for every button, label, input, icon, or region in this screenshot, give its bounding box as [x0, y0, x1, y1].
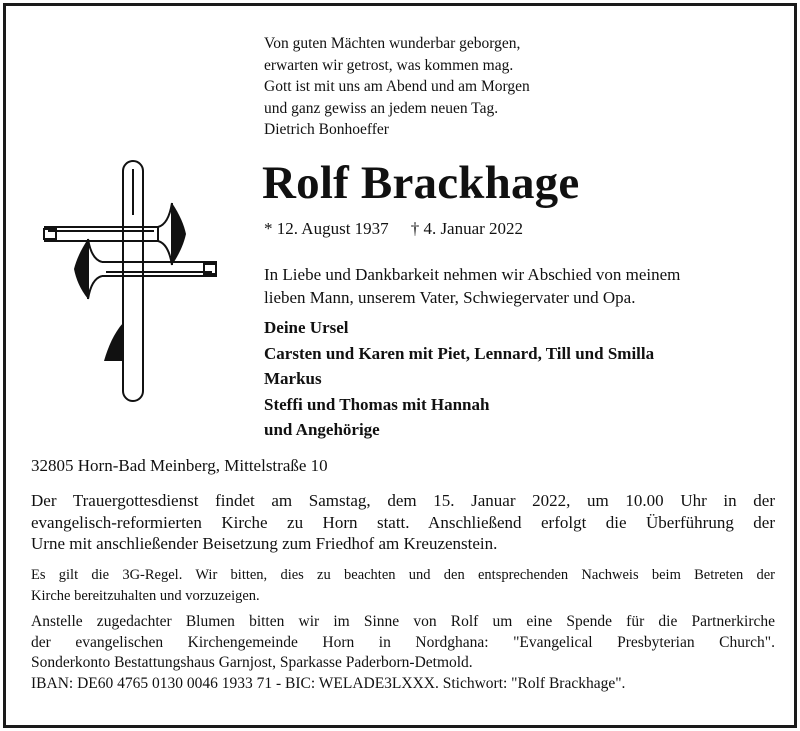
service-line: Urne mit anschließender Beisetzung zum Friedhof am Kreuzenstein.: [31, 534, 498, 553]
family-address: 32805 Horn-Bad Meinberg, Mittelstraße 10: [31, 456, 328, 475]
donation-line: Sonderkonto Bestattungshaus Garnjost, Sparkasse Paderborn-Detmold.: [31, 654, 473, 671]
farewell-text: [264, 263, 764, 309]
poem-author: Dietrich Bonhoeffer: [264, 121, 389, 138]
death-date: † 4. Januar 2022: [410, 219, 524, 238]
birth-date: * 12. August 1937: [264, 219, 389, 238]
service-line: evangelisch-reformierten Kirche zu Horn statt. Anschließend erfolgt die Überführung der: [31, 512, 775, 532]
mourners-list: [264, 315, 654, 443]
cross-with-trumpets-icon: [30, 155, 230, 415]
funeral-service-info: [31, 490, 775, 555]
bonhoeffer-poem: [264, 33, 530, 141]
poem-line: erwarten wir getrost, was kommen mag.: [264, 56, 514, 74]
rules-line: Es gilt die 3G-Regel. Wir bitten, dies zu beachten und den entsprechenden Nachweis beim Betreten der: [31, 567, 775, 583]
poem-line: Gott ist mit uns am Abend und am Morgen: [264, 78, 530, 95]
mourner-entry: Steffi und Thomas mit Hannah: [264, 394, 490, 414]
rules-line: Kirche bereitzuhalten und vorzuzeigen.: [31, 587, 260, 604]
farewell-line: lieben Mann, unserem Vater, Schwiegervater und Opa.: [264, 288, 636, 307]
mourner-entry: und Angehörige: [264, 420, 380, 439]
mourner-entry: Carsten und Karen mit Piet, Lennard, Till und Smilla: [264, 343, 655, 363]
donation-request: [31, 612, 775, 694]
farewell-line: In Liebe und Dankbarkeit nehmen wir Abschied von meinem: [264, 265, 681, 284]
mourner-entry: Deine Ursel: [264, 318, 349, 337]
deceased-name: Rolf Brackhage: [262, 157, 580, 209]
donation-line: der evangelischen Kirchengemeinde Horn in Nordghana: "Evangelical Presbyterian Church".: [31, 633, 775, 651]
life-dates: [264, 219, 523, 239]
service-line: Der Trauergottesdienst findet am Samstag, dem 15. Januar 2022, um 10.00 Uhr in der: [31, 491, 775, 510]
mourner-entry: Markus: [264, 369, 322, 388]
bank-details: IBAN: DE60 4765 0130 0046 1933 71 - BIC: WELADE3LXXX. Stichwort: "Rolf Brackhage".: [31, 674, 626, 692]
covid-rules-note: [31, 565, 775, 606]
donation-line: Anstelle zugedachter Blumen bitten wir im Sinne von Rolf um eine Spende für die Partnerkirche: [31, 613, 775, 630]
poem-line: und ganz gewiss an jedem neuen Tag.: [264, 99, 499, 117]
poem-line: Von guten Mächten wunderbar geborgen,: [264, 35, 521, 52]
